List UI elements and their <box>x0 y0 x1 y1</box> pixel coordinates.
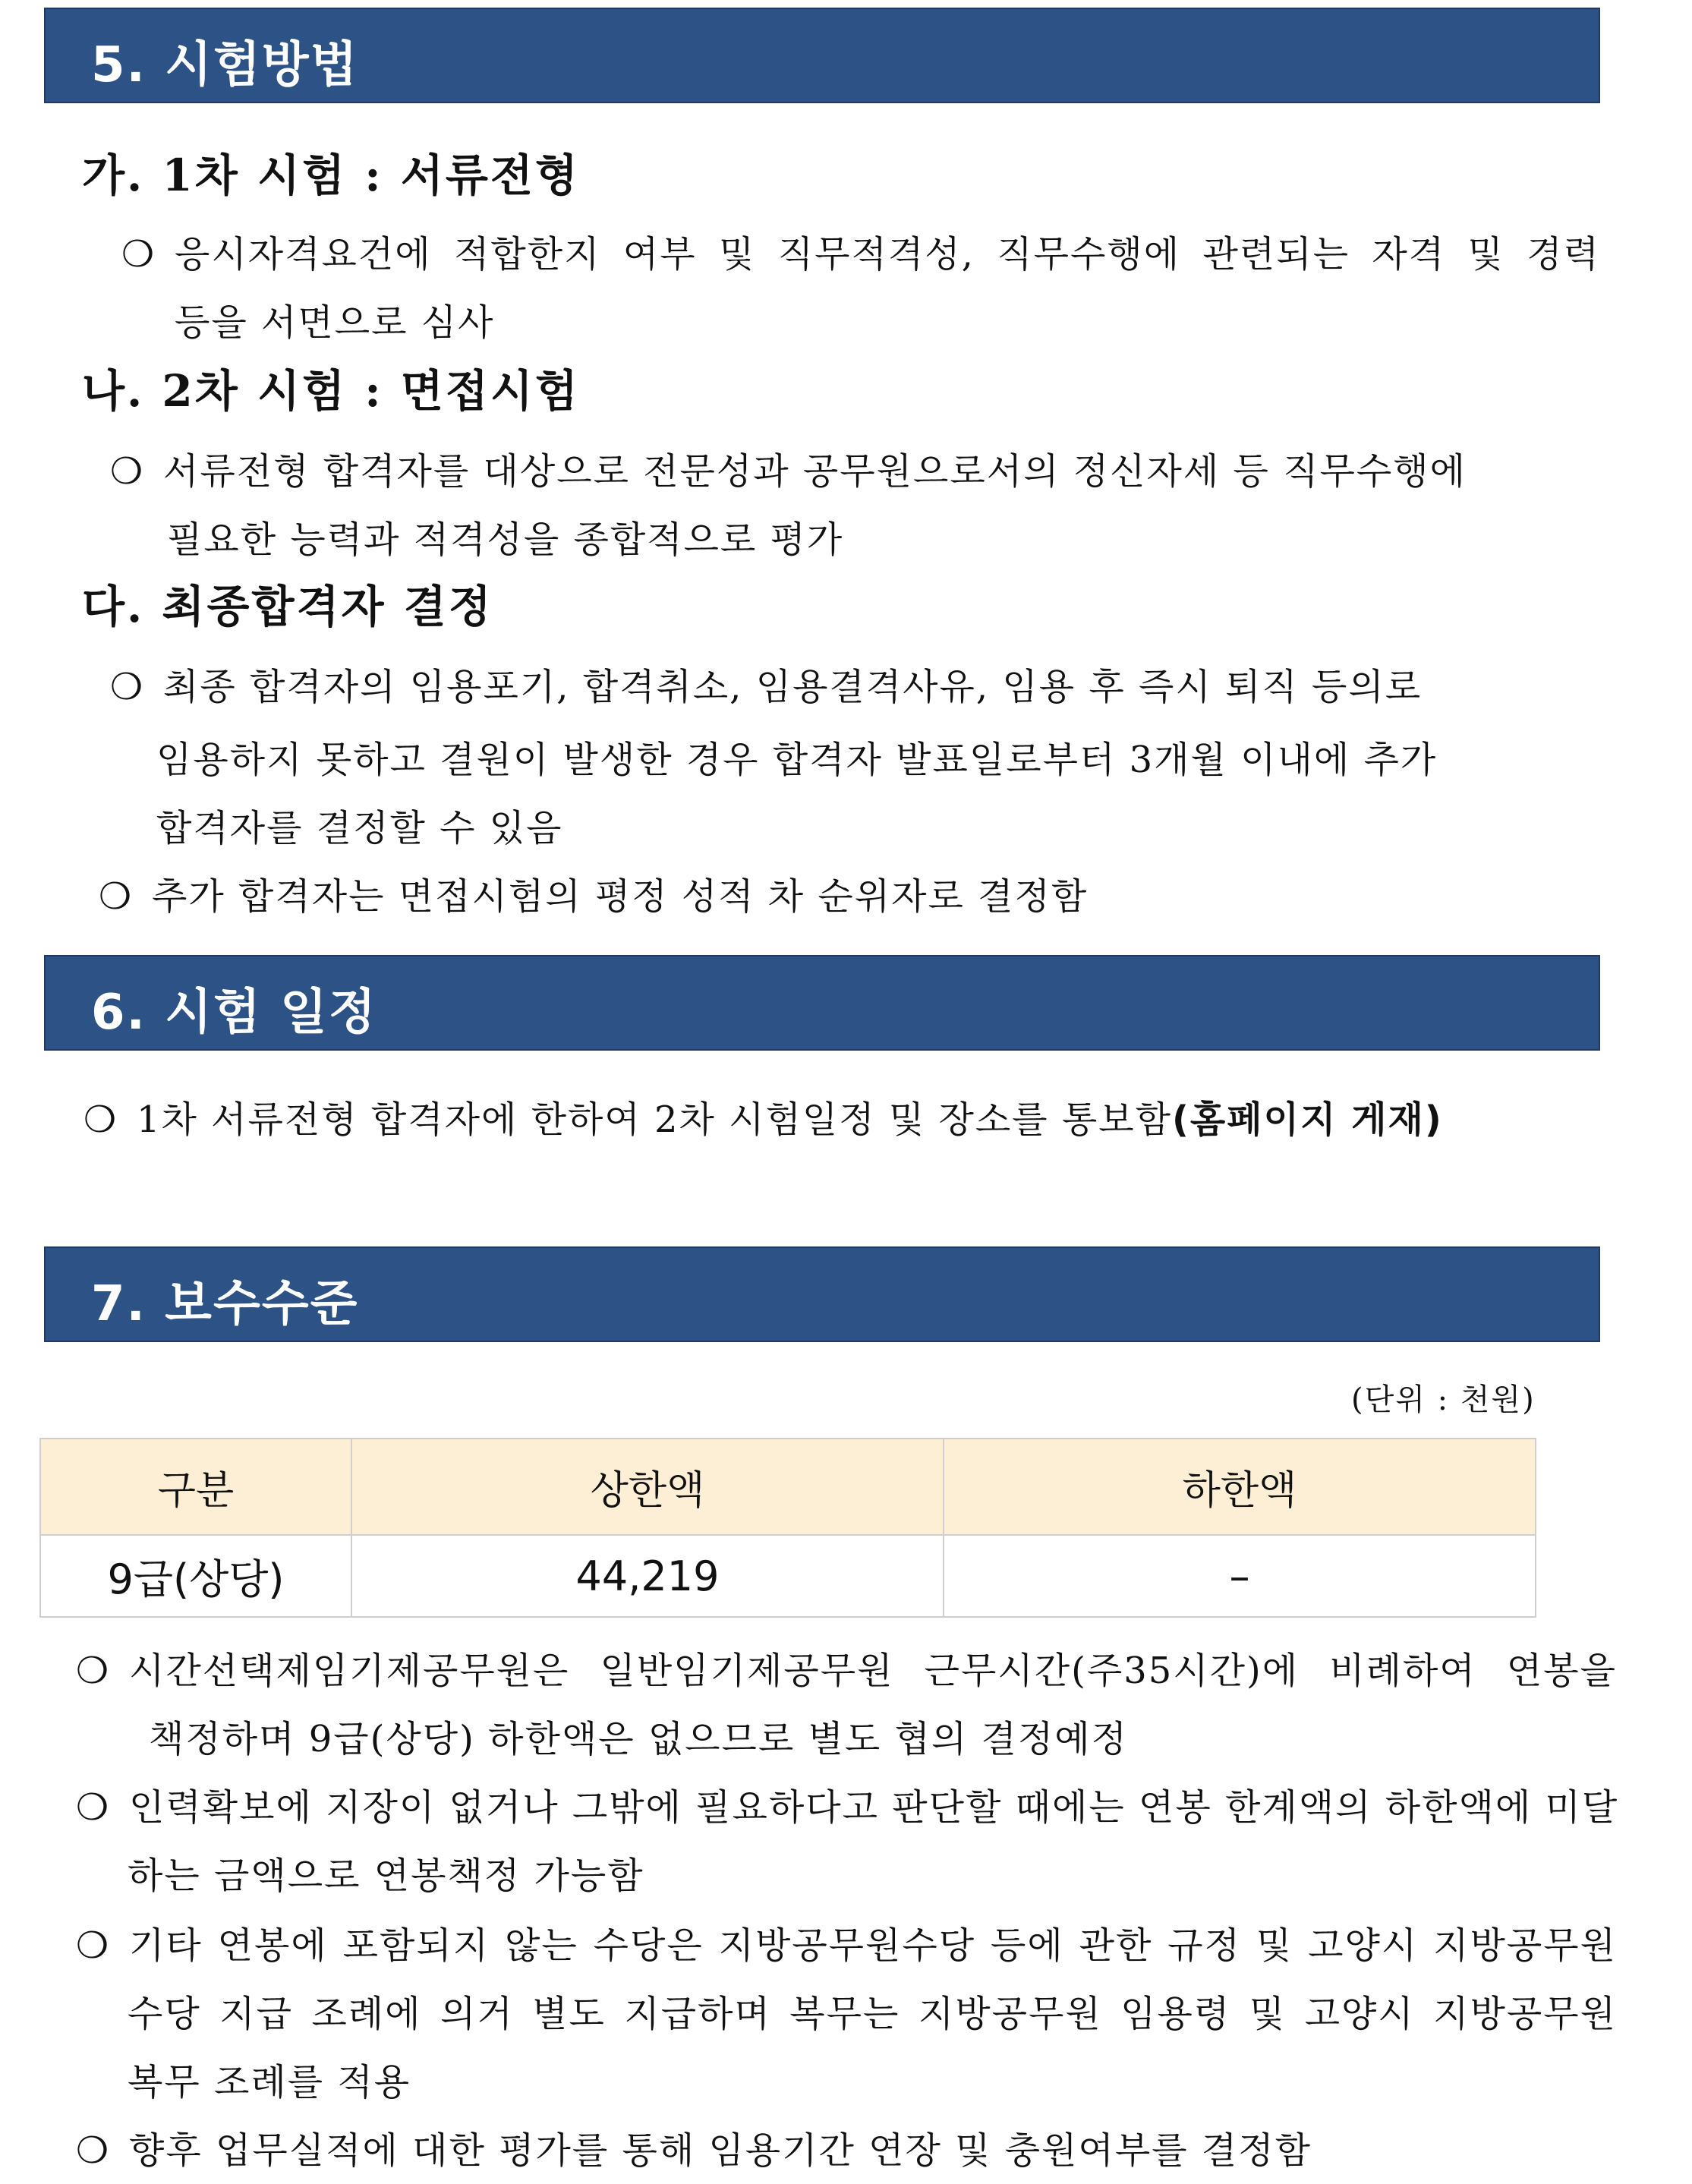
section6-bold-text: (홈페이지 게재) <box>1171 1098 1443 1141</box>
section5-third-text1: 최종 합격자의 임용포기, 합격취소, 임용결격사유, 임용 후 즉시 퇴직 등의로 <box>163 666 1423 708</box>
bullet-icon: ❍ <box>76 1924 111 1967</box>
note3-line3: 복무 조례를 적용 <box>128 2061 411 2104</box>
note4-line1 <box>76 2121 1312 2173</box>
section5-second-line2: 필요한 능력과 적격성을 종합적으로 평가 <box>167 518 844 561</box>
section5-third-line4 <box>99 867 1088 919</box>
section5-second-text1: 서류전형 합격자를 대상으로 전문성과 공무원으로서의 정신자세 등 직무수행에 <box>163 450 1467 493</box>
note2-text1: 인력확보에 지장이 없거나 그밖에 필요하다고 판단할 때에는 연봉 한계액의 하한액에 미달 <box>129 1786 1619 1829</box>
section5-third-line3: 합격자를 결정할 수 있음 <box>156 807 563 849</box>
table-header-row <box>40 1439 1536 1535</box>
section5-third-heading: 다. 최종합격자 결정 <box>82 581 493 632</box>
bullet-icon: ❍ <box>83 1098 118 1141</box>
note1-line1 <box>76 1641 1617 1694</box>
section5-third-line1 <box>110 657 1422 710</box>
section6-banner <box>44 955 1600 1051</box>
section5-banner <box>44 8 1600 103</box>
bullet-icon: ❍ <box>76 2129 111 2172</box>
section6-title: 6. 시험 일정 <box>91 985 377 1041</box>
note3-line1 <box>76 1916 1617 1968</box>
section7-banner <box>44 1246 1600 1342</box>
cell-category: 9급(상당) <box>40 1535 351 1617</box>
unit-label: (단위 : 천원) <box>1351 1382 1536 1417</box>
cell-lower-limit: – <box>944 1535 1536 1617</box>
bullet-icon: ❍ <box>99 875 134 918</box>
section5-second-line1 <box>110 442 1467 494</box>
note4-text1: 향후 업무실적에 대한 평가를 통해 임용기간 연장 및 충원여부를 결정함 <box>129 2129 1312 2172</box>
section5-first-line2: 등을 서면으로 심사 <box>175 301 495 344</box>
note2-line1 <box>76 1778 1617 1830</box>
bullet-icon: ❍ <box>110 666 145 708</box>
section7-title: 7. 보수수준 <box>91 1276 359 1332</box>
note3-text1: 기타 연봉에 포함되지 않는 수당은 지방공무원수당 등에 관한 규정 및 고양시 지방공무원 <box>129 1924 1617 1967</box>
section5-first-line1 <box>121 225 1600 277</box>
note1-line2: 책정하며 9급(상당) 하한액은 없으므로 별도 협의 결정예정 <box>149 1718 1129 1760</box>
header-upper-limit: 상한액 <box>351 1439 944 1535</box>
note3-line2: 수당 지급 조례에 의거 별도 지급하며 복무는 지방공무원 임용령 및 고양시 지방공무원 <box>128 1993 1617 2035</box>
bullet-icon: ❍ <box>121 233 156 276</box>
section6-line <box>83 1090 1443 1142</box>
section5-second-heading: 나. 2차 시험 : 면접시험 <box>82 365 580 417</box>
bullet-icon: ❍ <box>110 450 145 493</box>
header-category: 구분 <box>40 1439 351 1535</box>
note2-line2: 하는 금액으로 연봉책정 가능함 <box>128 1855 644 1897</box>
header-lower-limit: 하한액 <box>944 1439 1536 1535</box>
section6-text: 1차 서류전형 합격자에 한하여 2차 시험일정 및 장소를 통보함 <box>137 1098 1172 1141</box>
section5-third-line2: 임용하지 못하고 결원이 발생한 경우 합격자 발표일로부터 3개월 이내에 추가 <box>156 739 1438 781</box>
bullet-icon: ❍ <box>76 1786 111 1829</box>
bullet-icon: ❍ <box>76 1650 111 1692</box>
salary-table <box>39 1438 1536 1618</box>
section5-first-text1: 응시자격요건에 적합한지 여부 및 직무적격성, 직무수행에 관련되는 자격 및 경력 <box>175 233 1600 276</box>
cell-upper-limit: 44,219 <box>351 1535 944 1617</box>
table-row <box>40 1535 1536 1617</box>
note1-text1: 시간선택제임기제공무원은 일반임기제공무원 근무시간(주35시간)에 비례하여 연봉을 <box>129 1650 1617 1692</box>
section5-third-text4: 추가 합격자는 면접시험의 평정 성적 차 순위자로 결정함 <box>152 875 1089 918</box>
section5-title: 5. 시험방법 <box>91 37 359 93</box>
section5-first-heading: 가. 1차 시험 : 서류전형 <box>82 150 580 201</box>
